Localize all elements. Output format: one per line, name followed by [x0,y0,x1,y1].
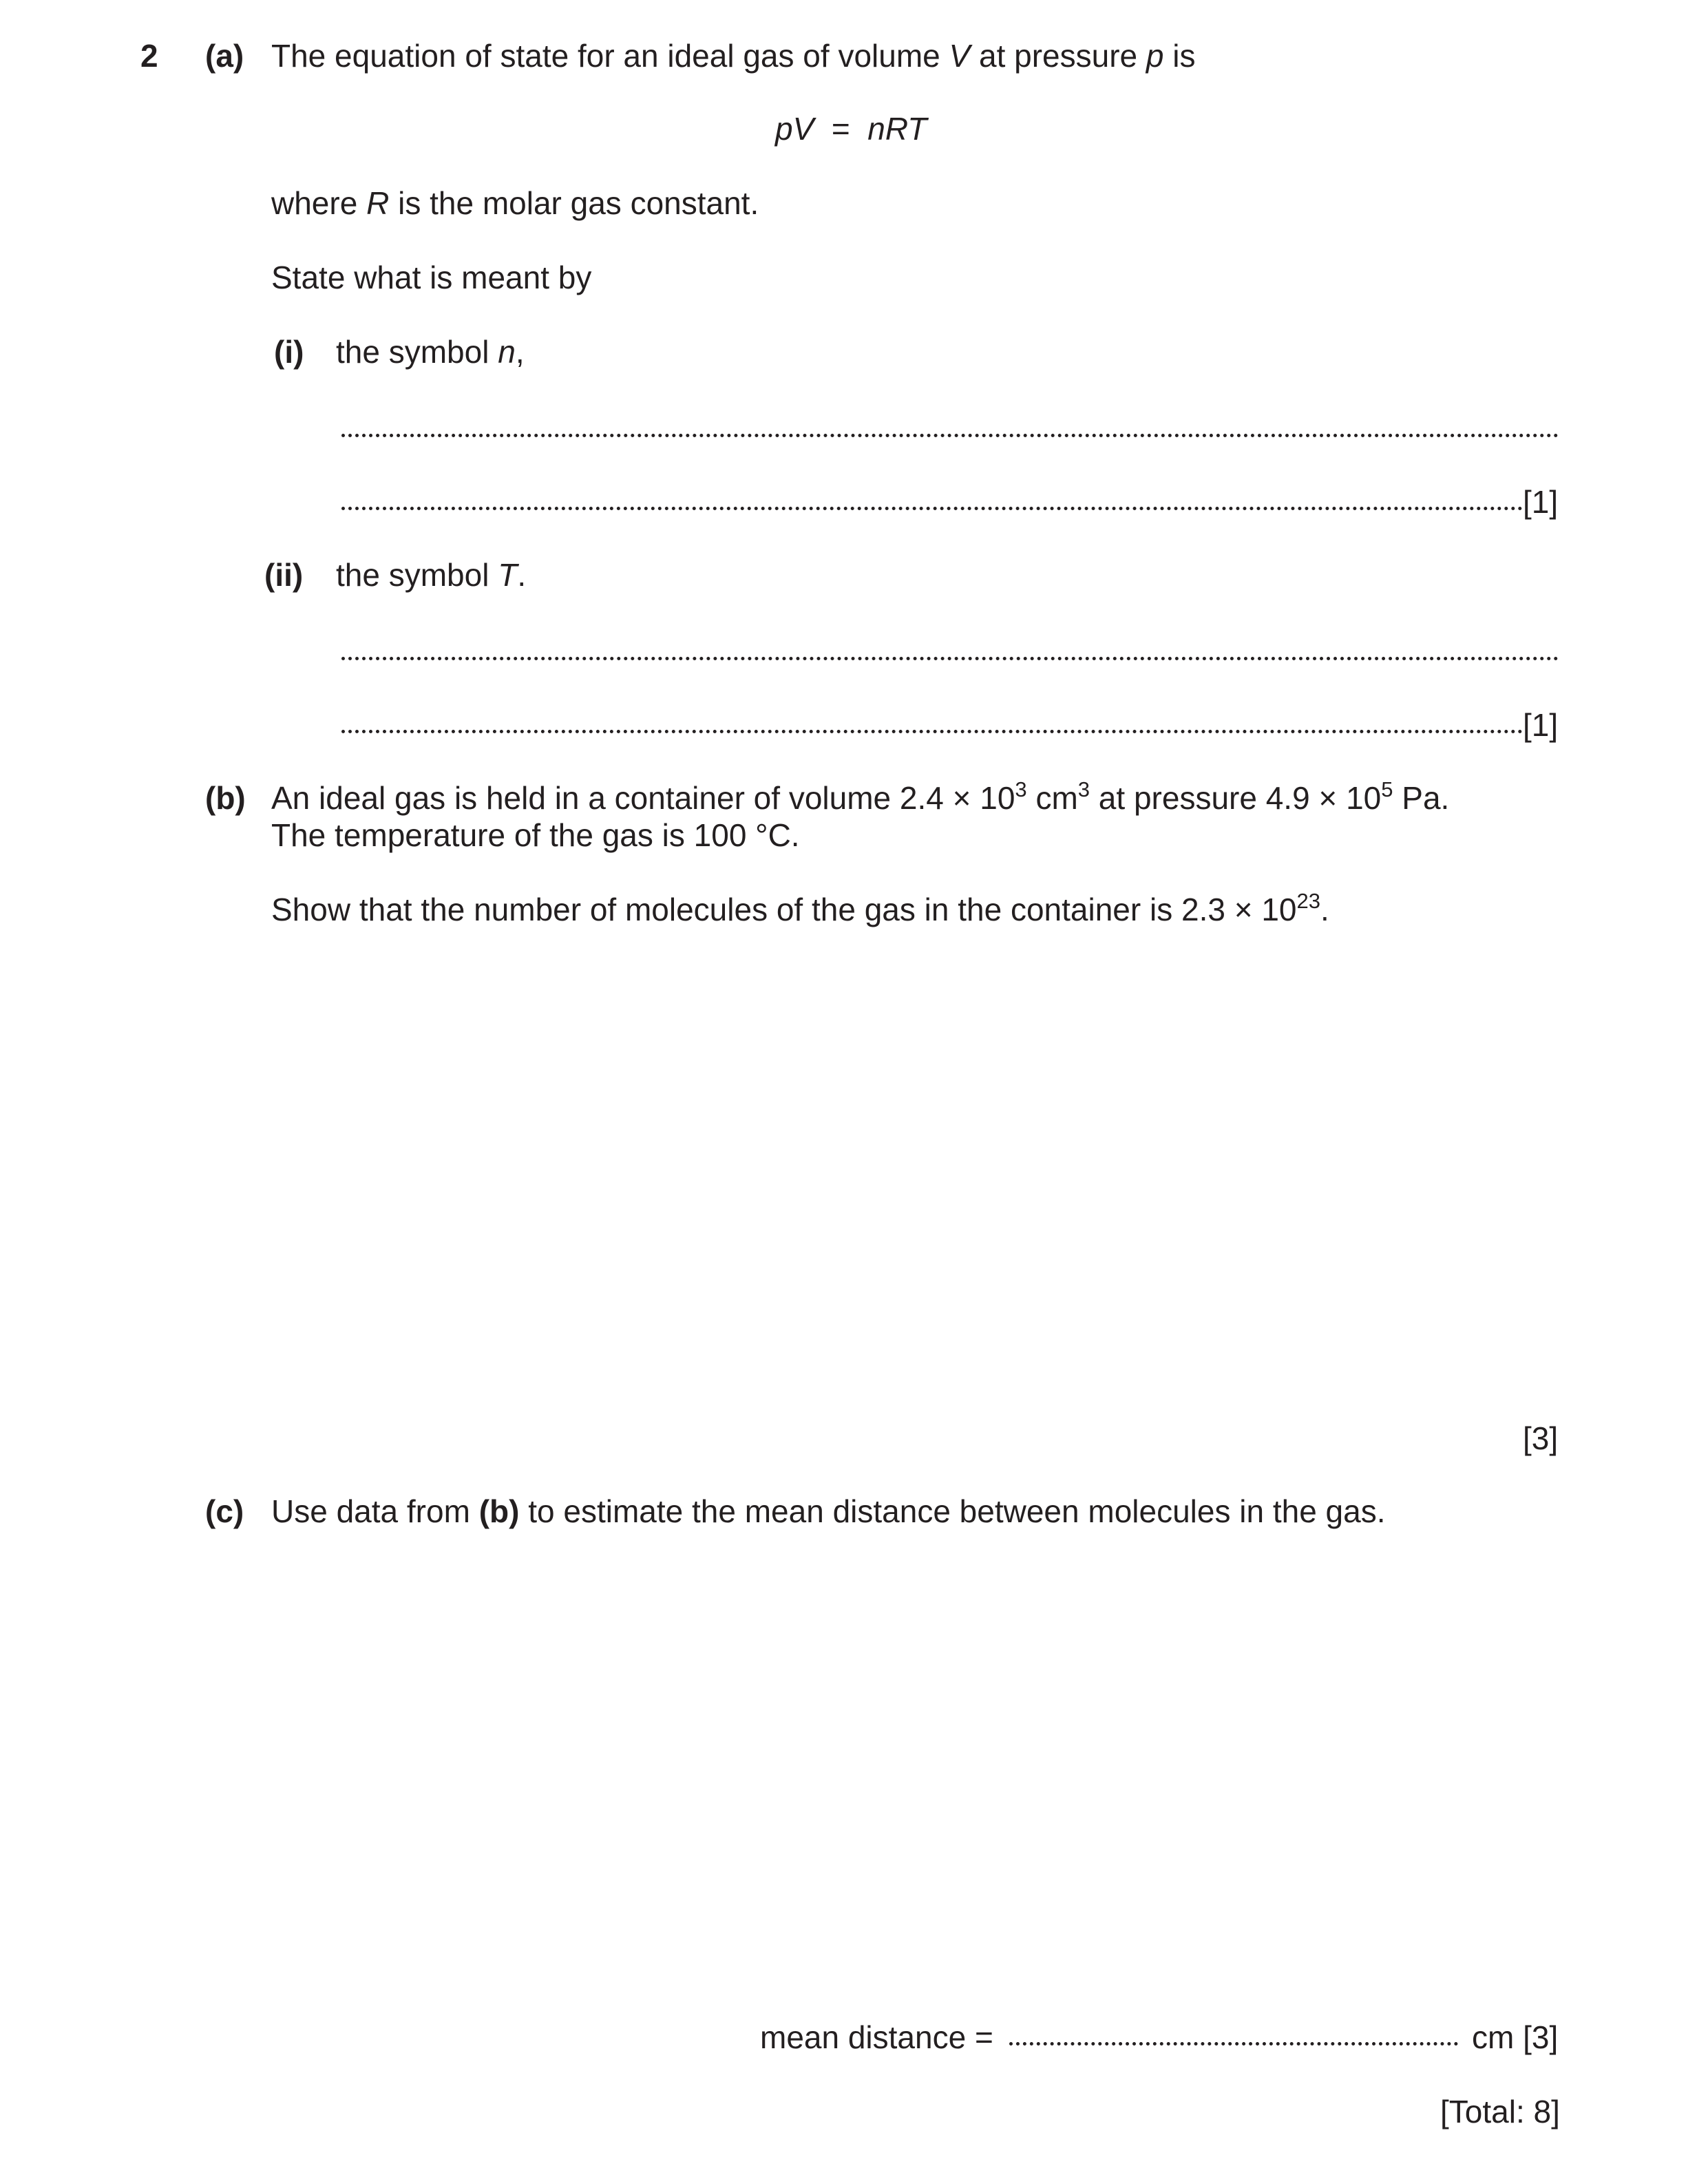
answer-line-ii-2[interactable] [341,730,1523,733]
marks-ii: [1] [1523,707,1559,743]
answer-line-i-1[interactable] [341,434,1559,437]
question-number: 2 [140,38,158,74]
sub-ii-label: (ii) [264,557,304,593]
part-b-line1: An ideal gas is held in a container of volume $2.4 \times 10^3$ $cm^3$ at pressure $4.9 \times 10^5$ Pa. [271,777,1450,816]
sub-i-text: the symbol n, [336,334,525,370]
part-b-show: Show that the number of molecules of the gas in the container is $2.3 \times 10^{23}$. [271,889,1329,927]
part-a-intro: The equation of state for an ideal gas of volume V at pressure p is [271,38,1196,74]
sub-i-label: (i) [274,334,304,370]
answer-line-c[interactable] [1009,2042,1458,2046]
equation: pV = nRT [775,111,927,147]
marks-i: [1] [1523,484,1559,520]
part-b-line2: The temperature of the gas is 100 °C. [271,817,800,853]
answer-label: mean distance = [760,2019,993,2055]
total-marks: [Total: 8] [1440,2094,1560,2130]
answer-line-i-2[interactable] [341,507,1523,510]
part-c-text: Use data from (b) to estimate the mean distance between molecules in the gas. [271,1493,1386,1529]
answer-line-ii-1[interactable] [341,657,1559,660]
part-b-label: (b) [205,780,246,816]
answer-unit-marks: cm [3] [1472,2019,1559,2055]
part-c-label: (c) [205,1493,244,1529]
sub-ii-text: the symbol T. [336,557,527,593]
part-a-label: (a) [205,38,244,74]
state-line: State what is meant by [271,260,592,295]
where-line: where R is the molar gas constant. [271,185,759,221]
marks-b: [3] [1523,1420,1559,1456]
